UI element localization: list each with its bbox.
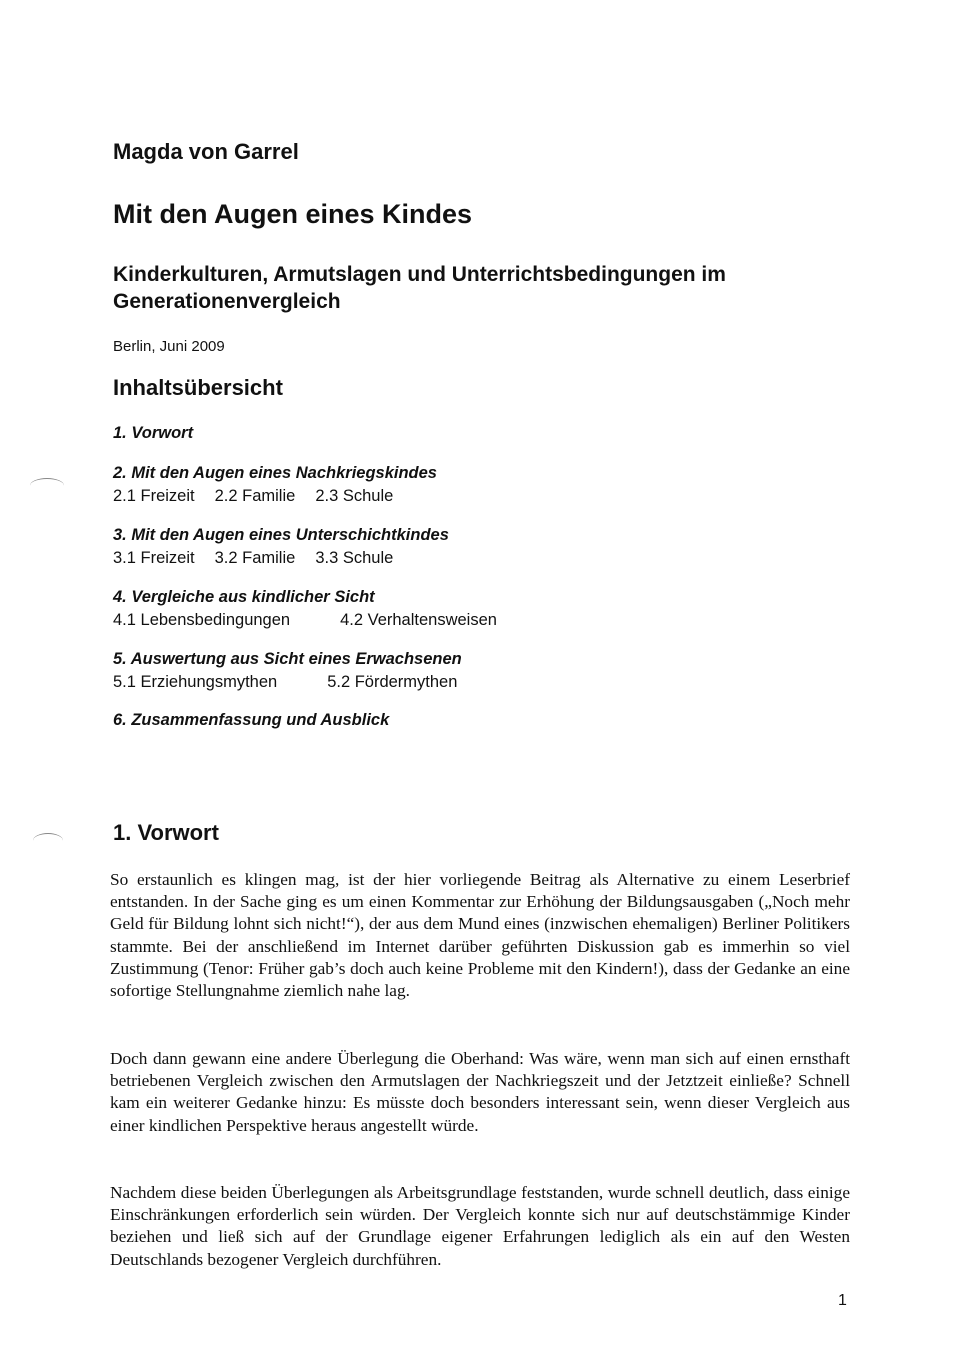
toc-entry-heading: 2. Mit den Augen eines Nachkriegskindes <box>113 464 437 482</box>
toc-entry-heading: 1. Vorwort <box>113 424 194 442</box>
toc-entry-heading: 3. Mit den Augen eines Unterschichtkindes <box>113 526 449 544</box>
toc-heading: Inhaltsübersicht <box>113 375 283 400</box>
toc-subentry: 5.2 Fördermythen <box>327 673 458 691</box>
toc-entry <box>113 710 389 730</box>
toc-subentry: 3.3 Schule <box>315 549 394 567</box>
toc-entry <box>113 463 437 506</box>
document-subtitle: Kinderkulturen, Armutslagen und Unterrichtsbedingungen im Generationenvergleich <box>113 263 726 313</box>
section-heading: 1. Vorwort <box>113 820 219 845</box>
document-title: Mit den Augen eines Kindes <box>113 199 473 229</box>
toc-subentry: 4.2 Verhaltensweisen <box>340 611 497 629</box>
scan-artifact-mark <box>30 478 64 493</box>
toc-entry <box>113 525 449 568</box>
author-name: Magda von Garrel <box>113 139 299 164</box>
toc-entry-heading: 5. Auswertung aus Sicht eines Erwachsenen <box>113 650 462 668</box>
toc-subentry: 2.2 Familie <box>214 487 296 505</box>
toc-entry <box>113 649 507 692</box>
toc-subentry: 2.1 Freizeit <box>113 487 195 505</box>
toc-subentry: 3.2 Familie <box>214 549 296 567</box>
body-paragraph: So erstaunlich es klingen mag, ist der hier vorliegende Beitrag als Alternative zu einem Leserbrief entstanden. In der Sache ging es um einen Kommentar zur Erhöhung der Bildungsausgaben („Noch mehr Geld für Bildung lohnt sich nicht!“), der aus dem Mund eines (inzwischen ehemaligen) Berliner Politikers stammte. Bei der anschließend im Internet darüber geführten Diskussion gab es immerhin so viel Zustimmung (Tenor: Früher gab’s doch auch keine Probleme mit den Kindern!), dass der Gedanke an eine sofortige Stellungnahme ziemlich nahe lag. <box>110 870 850 1001</box>
toc-entry <box>113 587 547 630</box>
place-date: Berlin, Juni 2009 <box>113 338 225 355</box>
toc-subentry: 2.3 Schule <box>315 487 394 505</box>
body-paragraph: Doch dann gewann eine andere Überlegung die Oberhand: Was wäre, wenn man sich auf einen ernsthaft betriebenen Vergleich zwischen den Armutslagen der Nachkriegszeit und der Jetztzeit einließe? Schnell kam ein weiterer Gedanke hinzu: Es müsste doch besonders interessant sein, wenn dieser Vergleich aus einer kindlichen Perspektive heraus angestellt würde. <box>110 1049 850 1135</box>
toc-subentry: 4.1 Lebensbedingungen <box>113 611 291 629</box>
body-paragraph: Nachdem diese beiden Überlegungen als Arbeitsgrundlage feststanden, wurde schnell deutlich, dass einige Einschränkungen erforderlich sein würden. Der Vergleich konnte sich nur auf deutschstämmige Kinder beziehen und ließ sich auf der Grundlage eigener Erfahrungen lediglich als ein auf den Westen Deutschlands bezogener Vergleich durchführen. <box>110 1183 850 1269</box>
toc-entry <box>113 423 193 443</box>
toc-subentry: 3.1 Freizeit <box>113 549 195 567</box>
scan-artifact-mark <box>33 833 63 848</box>
toc-entry-heading: 4. Vergleiche aus kindlicher Sicht <box>113 588 375 606</box>
toc-subentry: 5.1 Erziehungsmythen <box>113 673 278 691</box>
toc-entry-heading: 6. Zusammenfassung und Ausblick <box>113 711 390 729</box>
page-number: 1 <box>838 1292 847 1309</box>
